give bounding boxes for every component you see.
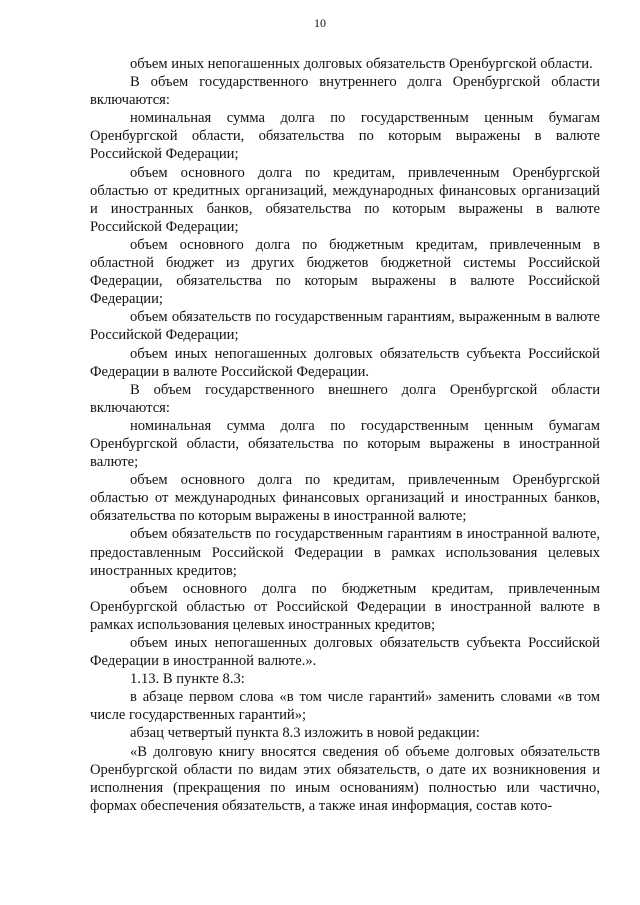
paragraph-external-budget-credits: объем основного долга по бюджетным кредитам, привлеченным Оренбургской областью от Российской Федерации в иностранной валюте в рамках использования целевых иностранных кредитов; xyxy=(90,580,600,633)
paragraph-internal-debt-intro: В объем государственного внутреннего долга Оренбургской области включаются: xyxy=(90,74,600,109)
document-body xyxy=(90,55,600,815)
paragraph-internal-bank-credits: объем основного долга по кредитам, привлеченным Оренбургской областью от кредитных организаций, международных финансовых организаций и иностранных банков, обязательства по которым выражены в валюте Российской Федерации; xyxy=(90,164,600,235)
paragraph-internal-guarantees: объем обязательств по государственным гарантиям, выраженным в валюте Российской Федерации; xyxy=(90,309,600,344)
paragraph-debt-book: «В долговую книгу вносятся сведения об объеме долговых обязательств Оренбургской области по видам этих обязательств, о дате их возникновения и исполнения (прекращения по иным основаниям) полностью или частично, формах обеспечения обязательств, а также иная информация, состав кото- xyxy=(90,743,600,814)
paragraph-external-other: объем иных непогашенных долговых обязательств субъекта Российской Федерации в иностранной валюте.». xyxy=(90,635,600,670)
paragraph-external-debt-intro: В объем государственного внешнего долга Оренбургской области включаются: xyxy=(90,381,600,416)
paragraph-external-securities: номинальная сумма долга по государственным ценным бумагам Оренбургской области, обязательства по которым выражены в иностранной валюте; xyxy=(90,417,600,471)
paragraph-internal-budget-credits: объем основного долга по бюджетным кредитам, привлеченным в областной бюджет из других бюджетов бюджетной системы Российской Федерации, обязательства по которым выражены в валюте Российской Федерации; xyxy=(90,236,600,308)
page-number: 10 xyxy=(314,16,326,30)
paragraph-external-guarantees: объем обязательств по государственным гарантиям в иностранной валюте, предоставленным Российской Федерации в рамках использования целевых иностранных кредитов; xyxy=(90,526,600,579)
paragraph-fourth-abzac-new: абзац четвертый пункта 8.3 изложить в новой редакции: xyxy=(130,725,480,742)
paragraph-external-bank-credits: объем основного долга по кредитам, привлеченным Оренбургской областью от международных финансовых организаций и иностранных банков, обязательства по которым выражены в иностранной валюте; xyxy=(90,472,600,525)
paragraph-internal-other: объем иных непогашенных долговых обязательств субъекта Российской Федерации в валюте Российской Федерации. xyxy=(90,345,600,380)
paragraph-other-obligations: объем иных непогашенных долговых обязательств Оренбургской области. xyxy=(130,56,593,72)
paragraph-item-1-13: 1.13. В пункте 8.3: xyxy=(130,671,245,688)
paragraph-internal-securities: номинальная сумма долга по государственным ценным бумагам Оренбургской области, обязательства по которым выражены в валюте Российской Федерации; xyxy=(90,110,600,163)
paragraph-first-abzac-change: в абзаце первом слова «в том числе гарантий» заменить словами «в том числе государственных гарантий»; xyxy=(90,689,600,724)
